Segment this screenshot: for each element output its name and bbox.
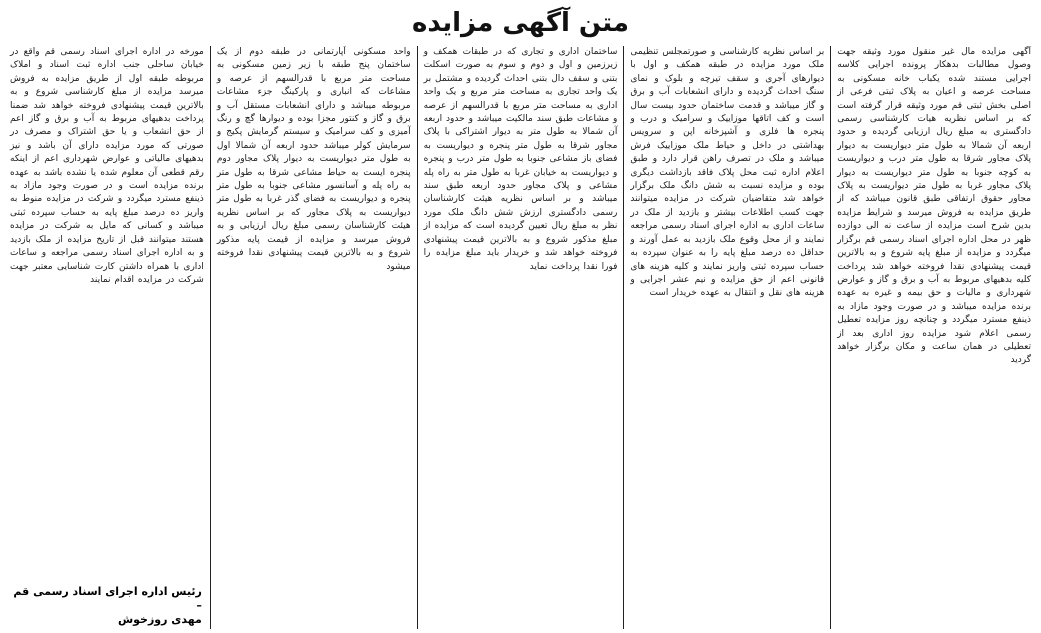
signature-title: رئیس اداره اجرای اسناد رسمی قم – <box>13 585 202 612</box>
text-columns <box>4 46 1037 629</box>
column-2-text: بر اساس نظریه کارشناسی و صورتمجلس تنظیمی ملک مورد مزایده در طبقه همکف و اول با دیوارهای آجری و سقف تیرچه و بلوک و نمای سنگ احداث گردیده و دارای انشعابات آب و برق و گاز میباشد و قدمت ساختمان حدود بیست سال است و کف اتاقها موزاییک و سرامیک و درب و پنجره ها فلزی و آشپزخانه اپن و سرویس بهداشتی در داخل و حیاط ملک موزاییک فرش میباشد و ملک در تصرف راهن قرار دارد و طبق اعلام اداره ثبت محل پلاک فاقد بازداشت دیگری بوده و مزایده نسبت به شش دانگ ملک برگزار خواهد شد متقاضیان شرکت در مزایده میتوانند جهت کسب اطلاعات بیشتر و بازدید از ملک در ساعات اداری به اداره اجرای اسناد رسمی مراجعه نمایند و از محل وقوع ملک بازدید به عمل آورند و حداقل ده درصد مبلغ پایه را به عنوان سپرده به حساب سپرده ثبتی واریز نمایند و کلیه هزینه های قانونی اعم از حق مزایده و نیم عشر اجرایی و هزینه های نقل و انتقال به عهده خریدار است <box>630 47 825 299</box>
signature-name: مهدی روزخوش <box>117 613 202 626</box>
column-5-text: مورخه در اداره اجرای اسناد رسمی قم واقع در خیابان ساحلی جنب اداره ثبت اسناد و املاک مربوطه طبقه اول از طریق مزایده به فروش میرسد مزایده از مبلغ کارشناسی شروع و به بالاترین قیمت پیشنهادی فروخته خواهد شد ضمنا پرداخت بدهیهای مربوط به آب و برق و گاز اعم از حق انشعاب و یا حق اشتراک و مصرف در صورتی که مورد مزایده دارای آن باشد و نیز بدهیهای مالیاتی و عوارض شهرداری اعم از اینکه رقم قطعی آن معلوم شده یا نشده باشد به عهده برنده مزایده است و در صورت وجود مازاد به ذینفع مسترد میگردد و شرکت در مزایده منوط به واریز ده درصد مبلغ پایه به حساب سپرده ثبتی میباشد و کسانی که مایل به شرکت در مزایده هستند میتوانند قبل از تاریخ مزایده از ملک بازدید و به اداره اجرای اسناد رسمی مراجعه و ساعات اداری با همراه داشتن کارت شناسایی معتبر جهت شرکت در مزایده اقدام نمایند <box>10 47 204 285</box>
signature-block <box>10 585 202 627</box>
column-1 <box>830 46 1037 629</box>
notice-title: متن آگهی مزایده <box>411 8 630 38</box>
column-3 <box>417 46 624 629</box>
column-4-text: واحد مسکونی آپارتمانی در طبقه دوم از یک ساختمان پنج طبقه با زیر زمین مسکونی به مساحت متر مربع با قدرالسهم از عرصه و مشاعات که انباری و پارکینگ جزء مشاعات مربوطه میباشد و دارای انشعابات مستقل آب و برق و گاز و کنتور مجزا بوده و دیوارها گچ و رنگ آمیزی و کف سرامیک و سیستم گرمایش پکیج و سرمایش کولر میباشد حدود اربعه آن شمالا اول به طول متر دیواریست به دیوار پلاک مجاور دوم پنجره ایست به حیاط مشاعی شرقا به طول متر به راه پله و آسانسور مشاعی جنوبا به طول متر پنجره و دیواریست به فضای گذر غربا به طول متر دیواریست به پلاک مجاور که بر اساس نظریه هیئت کارشناسان رسمی مبلغ ریال ارزیابی و به فروش میرسد و مزایده از قیمت پایه مذکور شروع و به بالاترین قیمت پیشنهادی نقدا فروخته میشود <box>216 47 411 272</box>
column-2 <box>623 46 830 629</box>
column-5 <box>4 46 210 629</box>
column-4 <box>210 46 417 629</box>
column-1-text: آگهی مزایده مال غیر منقول مورد وثیقه جهت وصول مطالبات بدهکار پرونده اجرایی کلاسه اجرایی مستند شده یکباب خانه مسکونی به مساحت عرصه و اعیان به پلاک ثبتی فرعی از اصلی بخش ثبتی قم مورد وثیقه قرار گرفته است که بر اساس نظریه هیات کارشناسی رسمی دادگستری به مبلغ ریال ارزیابی گردیده و حدود اربعه آن شمالا به طول متر دیواریست به دیوار پلاک مجاور شرقا به طول متر درب و دیواریست به کوچه جنوبا به طول متر دیواریست به دیوار پلاک مجاور غربا به طول متر دیواریست به پلاک مجاور حقوق ارتفاقی طبق قانون میباشد که از طریق مزایده به فروش میرسد و شرایط مزایده بدین شرح است مزایده از ساعت نه الی دوازده ظهر در محل اداره اجرای اسناد رسمی قم برگزار میگردد و مزایده از مبلغ پایه شروع و به بالاترین قیمت پیشنهادی نقدا فروخته خواهد شد پرداخت کلیه بدهیهای مربوط به آب و برق و گاز و عوارض شهرداری و مالیات و حق بیمه و غیره به عهده برنده مزایده میباشد و در صورت وجود مازاد به ذینفع مسترد میگردد و چنانچه روز مزایده تعطیل رسمی اعلام شود مزایده روز اداری بعد از تعطیلی در همان ساعت و مکان برگزار خواهد گردید <box>837 47 1031 366</box>
column-3-text: ساختمان اداری و تجاری که در طبقات همکف و زیرزمین و اول و دوم و سوم به صورت اسکلت بتنی و سقف دال بتنی احداث گردیده و مشتمل بر یک واحد تجاری به مساحت متر مربع و یک واحد اداری به مساحت متر مربع با قدرالسهم از عرصه و مشاعات طبق سند مالکیت میباشد و حدود اربعه آن شمالا به طول متر به دیوار اشتراکی با پلاک مجاور شرقا به طول متر پنجره و دیواریست به فضای باز مشاعی جنوبا به طول متر درب و پنجره و دیواریست به خیابان غربا به طول متر به راه پله مشاعی و پلاک مجاور حدود اربعه طبق سند میباشد و بر اساس نظریه هیئت کارشناسان رسمی دادگستری ارزش شش دانگ ملک مورد نظر به مبلغ ریال تعیین گردیده است که مزایده از مبلغ مذکور شروع و به بالاترین قیمت پیشنهادی فروخته خواهد شد و خریدار باید مبلغ مزایده را فورا نقدا پرداخت نماید <box>423 47 618 272</box>
